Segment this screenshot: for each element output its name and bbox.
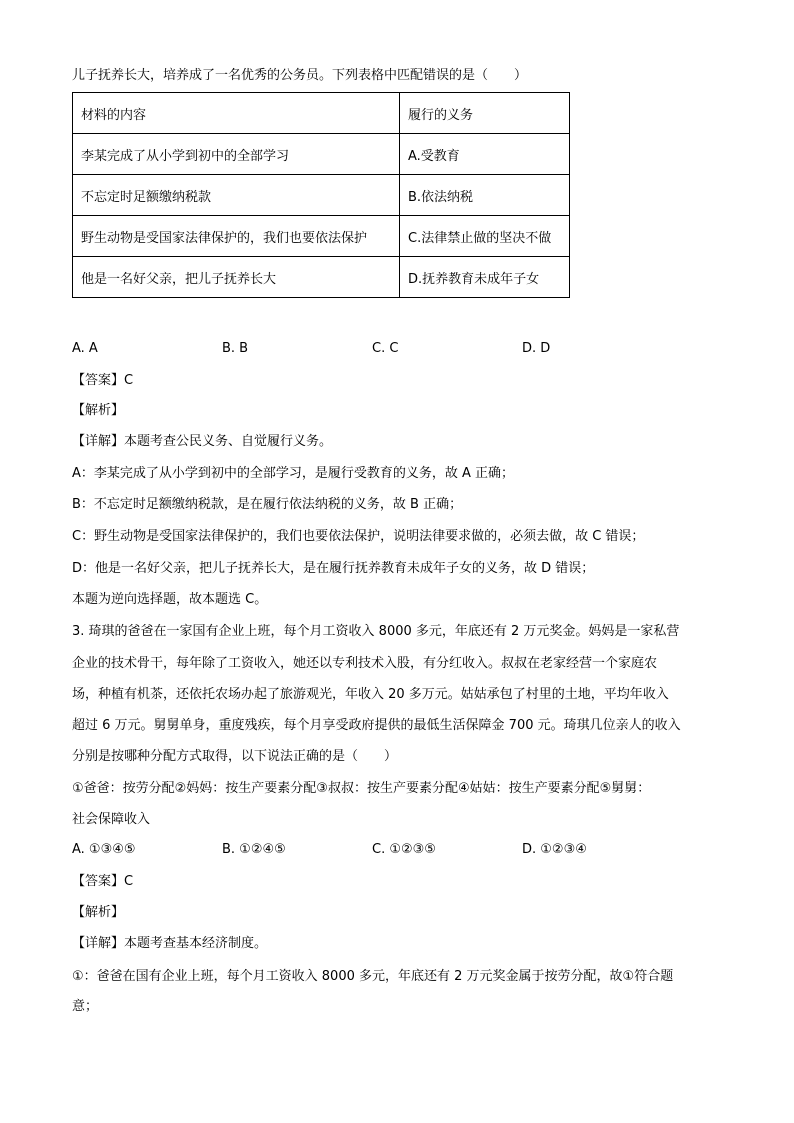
question-3-stem-line: 场，种植有机茶，还依托农场办起了旅游观光，年收入 20 多万元。姑姑承包了村里的土地，平均年收入 [72, 687, 669, 702]
option-a[interactable]: A. A [72, 341, 98, 356]
option-c[interactable]: C. ①②③⑤ [372, 842, 436, 857]
table-cell-duty: D.抚养教育未成年子女 [400, 257, 570, 298]
question-3-options [72, 842, 672, 857]
question-2-options [72, 341, 672, 356]
table-row [73, 175, 570, 216]
table-cell-content: 野生动物是受国家法律保护的，我们也要依法保护 [73, 216, 400, 257]
question-3-detail: 【详解】本题考查基本经济制度。 [72, 936, 268, 951]
table-header-row [73, 93, 570, 134]
option-c[interactable]: C. C [372, 341, 399, 356]
question-3-stem-line: 超过 6 万元。舅舅单身，重度残疾，每个月享受政府提供的最低生活保障金 700 元。琦琪几位亲人的收入 [72, 718, 681, 733]
question-2-answer: 【答案】C [72, 373, 134, 388]
table-cell-content: 不忘定时足额缴纳税款 [73, 175, 400, 216]
question-2-explain-d: D：他是一名好父亲，把儿子抚养长大，是在履行抚养教育未成年子女的义务，故 D 错误； [72, 561, 595, 576]
option-b[interactable]: B. B [222, 341, 249, 356]
table-cell-duty: B.依法纳税 [400, 175, 570, 216]
question-3-explain-line: 意； [72, 999, 99, 1014]
question-2-detail: 【详解】本题考查公民义务、自觉履行义务。 [72, 434, 333, 449]
table-header-content: 材料的内容 [73, 93, 400, 134]
matching-table [72, 92, 570, 298]
option-d[interactable]: D. D [522, 341, 551, 356]
table-header-duty: 履行的义务 [400, 93, 570, 134]
table-row [73, 134, 570, 175]
question-3-items-line: ①爸爸：按劳分配②妈妈：按生产要素分配③叔叔：按生产要素分配④姑姑：按生产要素分配⑤舅舅： [72, 781, 651, 796]
question-2-stem-tail: 儿子抚养长大，培养成了一名优秀的公务员。下列表格中匹配错误的是（ ） [72, 68, 528, 83]
option-d[interactable]: D. ①②③④ [522, 842, 587, 857]
question-2-explain-c: C：野生动物是受国家法律保护的，我们也要依法保护，说明法律要求做的，必须去做，故 C 错误； [72, 529, 645, 544]
question-2-analysis-label: 【解析】 [72, 403, 125, 418]
question-3-answer: 【答案】C [72, 874, 134, 889]
table-cell-content: 他是一名好父亲，把儿子抚养长大 [73, 257, 400, 298]
table-cell-duty: C.法律禁止做的坚决不做 [400, 216, 570, 257]
question-3-analysis-label: 【解析】 [72, 905, 125, 920]
question-3-stem-line: 分别是按哪种分配方式取得，以下说法正确的是（ ） [72, 749, 398, 764]
table-cell-content: 李某完成了从小学到初中的全部学习 [73, 134, 400, 175]
question-2-conclusion: 本题为逆向选择题，故本题选 C。 [72, 592, 268, 607]
question-3-stem-line: 3. 琦琪的爸爸在一家国有企业上班，每个月工资收入 8000 多元，年底还有 2 万元奖金。妈妈是一家私营 [72, 624, 680, 639]
table-row [73, 216, 570, 257]
question-3-stem-line: 企业的技术骨干，每年除了工资收入，她还以专利技术入股，有分红收入。叔叔在老家经营一个家庭农 [72, 656, 658, 671]
table-cell-duty: A.受教育 [400, 134, 570, 175]
option-b[interactable]: B. ①②④⑤ [222, 842, 286, 857]
question-2-explain-b: B：不忘定时足额缴纳税款，是在履行依法纳税的义务，故 B 正确； [72, 497, 463, 512]
table-row [73, 257, 570, 298]
option-a[interactable]: A. ①③④⑤ [72, 842, 136, 857]
question-2-explain-a: A：李某完成了从小学到初中的全部学习，是履行受教育的义务，故 A 正确； [72, 466, 515, 481]
question-3-items-line: 社会保障收入 [72, 812, 151, 827]
question-3-explain-line: ①：爸爸在国有企业上班，每个月工资收入 8000 多元，年底还有 2 万元奖金属于按劳分配，故①符合题 [72, 969, 674, 984]
